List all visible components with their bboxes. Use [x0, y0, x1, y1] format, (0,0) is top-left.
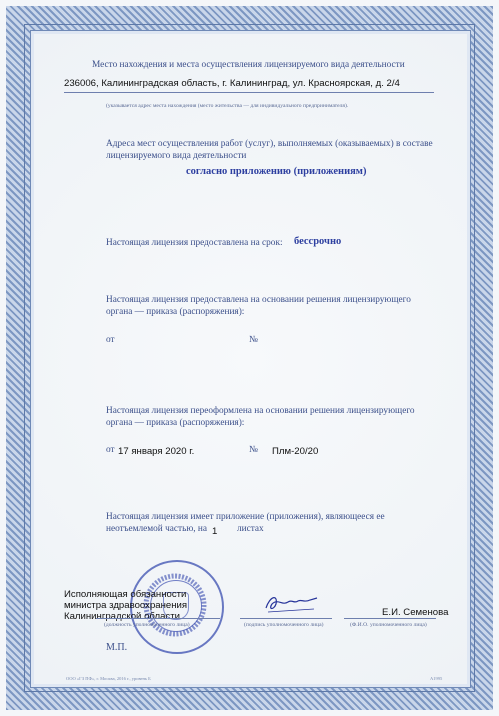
form-code: А1995	[430, 676, 443, 681]
annex-label-line1: Настоящая лицензия имеет приложение (приложения), являющееся ее	[106, 512, 385, 522]
annex-count: 1	[212, 526, 218, 537]
works-label-line2: лицензируемого вида деятельности	[106, 151, 247, 161]
position-line1: Исполняющая обязанности	[64, 589, 187, 600]
printer-footer: ООО «ГЗ ПФ», г. Москва, 2016 г., уровень Б	[66, 676, 151, 681]
term-label: Настоящая лицензия предоставлена на срок:	[106, 238, 283, 248]
position-caption: (должность уполномоченного лица)	[104, 622, 190, 628]
works-value: согласно приложению (приложениям)	[186, 166, 367, 177]
reissue-label-line2: органа — приказа (распоряжения):	[106, 418, 245, 428]
works-label-line1: Адреса мест осуществления работ (услуг), выполняемых (оказываемых) в составе	[106, 139, 433, 149]
name-caption: (Ф.И.О. уполномоченного лица)	[350, 622, 427, 628]
signature	[262, 590, 320, 616]
reissue-from-label: от	[106, 445, 115, 455]
signatory-name: Е.И. Семенова	[382, 607, 449, 618]
signature-underline	[240, 618, 332, 619]
position-underline	[96, 618, 220, 619]
stamp-place-label: М.П.	[106, 642, 128, 653]
name-underline	[344, 618, 436, 619]
address-value: 236006, Калининградская область, г. Калининград, ул. Красноярская, д. 2/4	[64, 78, 400, 89]
address-note: (указывается адрес места нахождения (место жительства — для индивидуального предпринимателя).	[106, 103, 349, 109]
reissue-number-label: №	[249, 445, 258, 455]
position-line3: Калининградской области	[64, 611, 180, 622]
basis-from-label: от	[106, 335, 115, 345]
reissue-date: 17 января 2020 г.	[118, 446, 195, 457]
annex-sheets-label: листах	[237, 524, 264, 534]
basis-label-line1: Настоящая лицензия предоставлена на основании решения лицензирующего	[106, 295, 411, 305]
basis-number-label: №	[249, 335, 258, 345]
term-value: бессрочно	[294, 236, 342, 247]
position-line2: министра здравоохранения	[64, 600, 188, 611]
reissue-order-number: Плм-20/20	[272, 446, 319, 457]
place-header: Место нахождения и места осуществления лицензируемого вида деятельности	[92, 60, 405, 70]
address-underline	[64, 92, 434, 93]
annex-label-line2: неотъемлемой частью, на	[106, 524, 208, 534]
reissue-label-line1: Настоящая лицензия переоформлена на основании решения лицензирующего	[106, 406, 415, 416]
basis-label-line2: органа — приказа (распоряжения):	[106, 307, 245, 317]
signature-caption: (подпись уполномоченного лица)	[244, 622, 324, 628]
